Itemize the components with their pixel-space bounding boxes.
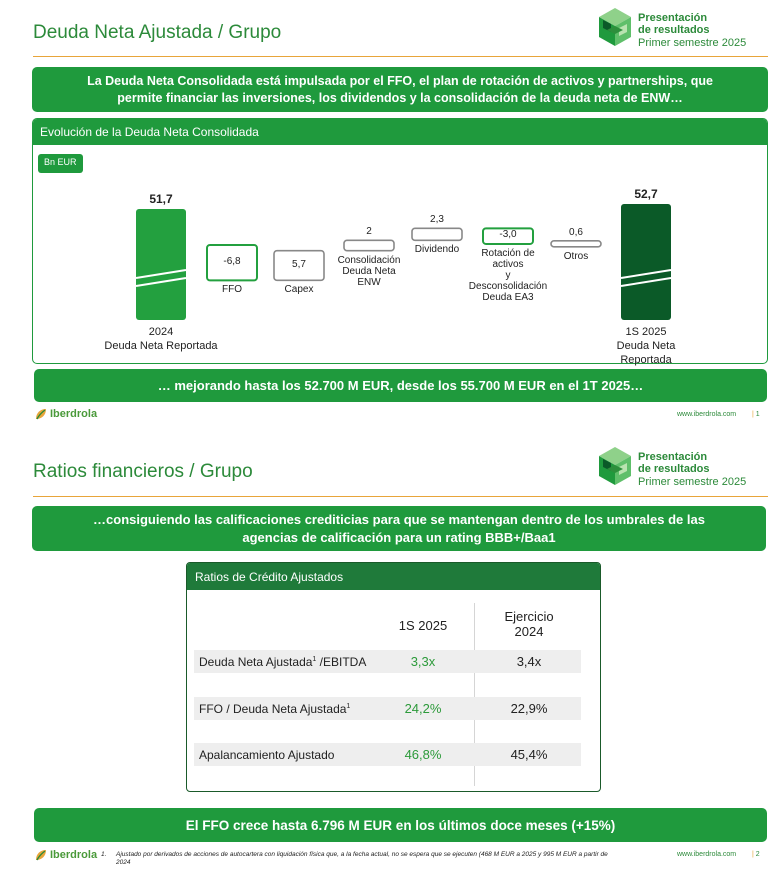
bar-increase — [412, 228, 462, 240]
headline-banner — [32, 506, 766, 551]
category-label-line: Desconsolidación — [468, 280, 548, 292]
footer-logo-text: Iberdrola — [50, 849, 98, 861]
row-label — [199, 702, 350, 716]
category-label-line: Dividendo — [414, 244, 460, 256]
bar-value-label: 51,7 — [149, 192, 173, 206]
slide-ratios — [0, 439, 780, 878]
headline-line-2: agencias de calificación para un rating BBB+/Baa1 — [242, 529, 556, 545]
row-label-rest: /EBITDA — [316, 655, 367, 669]
category-label-line: Reportada — [620, 354, 672, 366]
category-label — [576, 325, 716, 367]
footnote: Ajustado por derivados de acciones de autocartera con liquidación física que, a la fecha actual, no se espera que se ejecuten (468 M EUR a 2025 y 995 M EUR a partir de 2024 — [116, 851, 608, 866]
bottom-banner: El FFO crece hasta 6.796 M EUR en los últimos doce meses (+15%) — [34, 808, 767, 842]
slide-title: Ratios financieros / Grupo — [33, 461, 253, 482]
bar-increase — [551, 241, 601, 247]
headline-line-1: …consiguiendo las calificaciones crediticias para que se mantengan dentro de los umbrales de las — [93, 511, 705, 527]
brand-line-2: de resultados — [638, 24, 710, 36]
footer-url[interactable]: www.iberdrola.com — [677, 411, 737, 418]
brand-badge — [595, 445, 775, 491]
footer-logo — [34, 848, 97, 862]
category-label-line: Deuda Neta Reportada — [104, 340, 218, 352]
page-number: | 1 — [752, 411, 760, 418]
bottom-banner: … mejorando hasta los 52.700 M EUR, desde los 55.700 M EUR en el 1T 2025… — [34, 369, 767, 402]
headline-line-1: La Deuda Neta Consolidada está impulsada por el FFO, el plan de rotación de activos y partnerships, que — [87, 73, 713, 88]
category-label-line: 2024 — [148, 326, 174, 338]
footer-url[interactable]: www.iberdrola.com — [677, 851, 737, 858]
row-value-1s-2025: 24,2% — [404, 701, 442, 716]
category-label — [91, 325, 231, 353]
brand-line-1: Presentación — [638, 451, 708, 463]
page-number-value: 1 — [755, 411, 760, 418]
col-header-ejercicio-2024 — [479, 609, 579, 639]
brand-line-3: Primer semestre 2025 — [638, 476, 747, 488]
category-label-line: Deuda Neta — [616, 340, 676, 352]
bar-total — [136, 209, 186, 320]
category-label-line: Otros — [563, 250, 589, 262]
bar-value-label: 2 — [366, 226, 372, 238]
bar-value-label: 0,6 — [569, 226, 583, 238]
bar-value-label: 5,7 — [292, 258, 306, 270]
bar-increase — [344, 240, 394, 250]
chart-title: Evolución de la Deuda Neta Consolidada — [33, 119, 767, 145]
row-value-2024: 3,4x — [516, 654, 542, 669]
category-label-line: Capex — [284, 284, 314, 296]
col-header-line-1: Ejercicio — [504, 609, 554, 624]
bar-value-label: 52,7 — [634, 187, 658, 201]
page-number-value: 2 — [755, 851, 760, 858]
col-header-1s-2025: 1S 2025 — [398, 618, 448, 633]
brand-line-2: de resultados — [638, 463, 710, 475]
iberdrola-leaf-icon — [34, 848, 48, 862]
footer-logo — [34, 407, 97, 421]
slide-title: Deuda Neta Ajustada / Grupo — [33, 22, 282, 43]
row-label-text: FFO / Deuda Neta Ajustada — [199, 702, 347, 716]
footnote-marker: 1 — [346, 703, 351, 710]
category-label-line: Consolidación — [337, 254, 401, 266]
headline-line-2: permite financiar las inversiones, los dividendos y la consolidación de la deuda neta de ENW… — [117, 90, 683, 105]
page-number: | 2 — [752, 851, 760, 858]
row-value-1s-2025: 3,3x — [410, 654, 436, 669]
footnote-marker: 1 — [312, 656, 317, 663]
row-label — [199, 748, 334, 762]
iberdrola-leaf-icon — [34, 407, 48, 421]
footer-logo-text: Iberdrola — [50, 408, 98, 420]
row-value-1s-2025: 46,8% — [404, 747, 442, 762]
row-value-2024: 45,4% — [510, 747, 548, 762]
cube-logo-icon — [595, 445, 635, 491]
row-label-text: Deuda Neta Ajustada — [199, 655, 313, 669]
category-label-line: Rotación de — [481, 247, 535, 259]
category-label — [531, 251, 621, 262]
col-header-line-2: 2024 — [514, 624, 544, 639]
category-label — [324, 255, 414, 288]
table-title: Ratios de Crédito Ajustados — [187, 563, 600, 590]
category-label-line: 1S 2025 — [625, 326, 667, 338]
category-label-line: FFO — [222, 284, 242, 296]
unit-badge: Bn EUR — [38, 154, 83, 173]
title-rule — [33, 496, 768, 497]
category-label-line: y — [505, 269, 511, 281]
row-value-2024: 22,9% — [510, 701, 548, 716]
bar-value-label: 2,3 — [430, 214, 444, 226]
row-label-text: Apalancamiento Ajustado — [199, 748, 335, 762]
bar-value-label: -3,0 — [499, 229, 517, 241]
category-label-line: Deuda EA3 — [482, 291, 534, 303]
category-label-line: activos — [492, 258, 524, 270]
brand-line-1: Presentación — [638, 12, 708, 24]
bar-total — [621, 204, 671, 320]
ratio-table — [186, 562, 601, 792]
category-label-line: Deuda Neta — [342, 265, 396, 277]
category-label-line: ENW — [357, 276, 381, 288]
brand-line-3: Primer semestre 2025 — [638, 37, 747, 49]
footnote-number: 1. — [101, 851, 107, 858]
bar-value-label: -6,8 — [223, 255, 241, 267]
row-label — [199, 655, 366, 669]
